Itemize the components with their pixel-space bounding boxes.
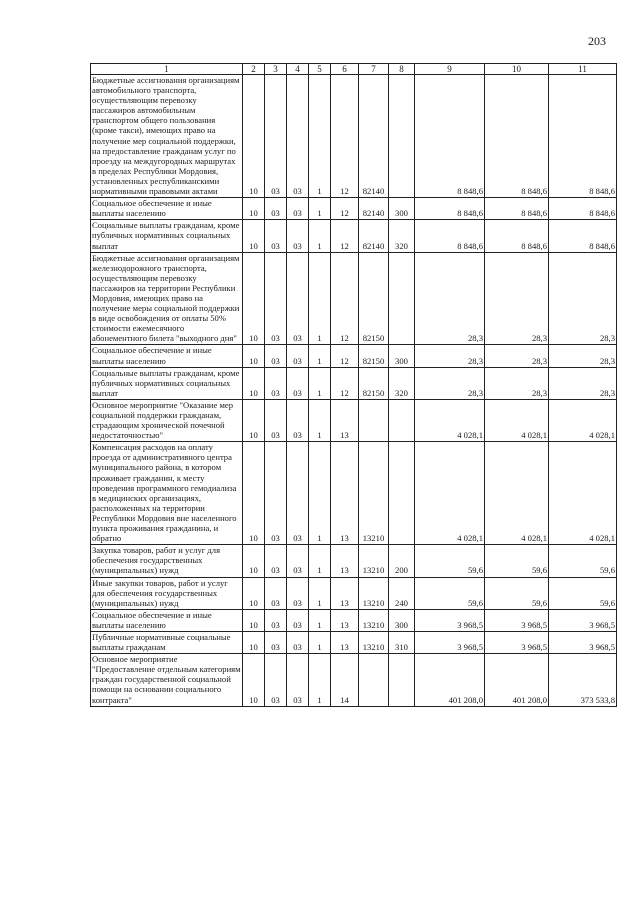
- cell-section: 10: [243, 631, 265, 653]
- cell-subprogram: 13: [331, 545, 359, 577]
- cell-subsection: 03: [265, 367, 287, 399]
- cell-amount-2: 401 208,0: [485, 654, 549, 706]
- cell-section: 10: [243, 654, 265, 706]
- row-name: Основное мероприятие "Предоставление отдельным категориям граждан государственной социальной помощи на основании социального контракта": [92, 654, 241, 705]
- cell-amount-1: 8 848,6: [415, 220, 485, 252]
- cell-target-code: 13210: [359, 609, 389, 631]
- cell-subsection: 03: [265, 442, 287, 545]
- cell-program: 1: [309, 75, 331, 198]
- cell-subprogram: 14: [331, 654, 359, 706]
- cell-subsection: 03: [265, 75, 287, 198]
- cell-amount-2: 8 848,6: [485, 220, 549, 252]
- cell-section: 10: [243, 220, 265, 252]
- cell-amount-3: 4 028,1: [549, 399, 617, 441]
- cell-section: 10: [243, 198, 265, 220]
- cell-subsection-2: 03: [287, 631, 309, 653]
- cell-program: 1: [309, 609, 331, 631]
- cell-target-code: 82140: [359, 75, 389, 198]
- cell-target-code: 13210: [359, 631, 389, 653]
- cell-subsection: 03: [265, 198, 287, 220]
- cell-amount-3: 59,6: [549, 577, 617, 609]
- cell-section: 10: [243, 545, 265, 577]
- cell-program: 1: [309, 367, 331, 399]
- col-header: 11: [549, 64, 617, 75]
- cell-subsection: 03: [265, 220, 287, 252]
- col-header: 9: [415, 64, 485, 75]
- cell-amount-3: 28,3: [549, 367, 617, 399]
- cell-expense-type: [389, 75, 415, 198]
- cell-expense-type: 200: [389, 545, 415, 577]
- cell-program: 1: [309, 442, 331, 545]
- col-header: 1: [91, 64, 243, 75]
- cell-target-code: 82150: [359, 252, 389, 345]
- cell-subprogram: 13: [331, 577, 359, 609]
- cell-amount-2: 28,3: [485, 252, 549, 345]
- cell-subsection-2: 03: [287, 577, 309, 609]
- cell-subprogram: 12: [331, 75, 359, 198]
- cell-subsection-2: 03: [287, 198, 309, 220]
- cell-amount-3: 59,6: [549, 545, 617, 577]
- cell-amount-2: 4 028,1: [485, 399, 549, 441]
- cell-amount-1: 8 848,6: [415, 198, 485, 220]
- cell-subprogram: 12: [331, 367, 359, 399]
- cell-subprogram: 13: [331, 399, 359, 441]
- cell-subsection: 03: [265, 609, 287, 631]
- cell-subprogram: 12: [331, 345, 359, 367]
- cell-subsection: 03: [265, 654, 287, 706]
- cell-subprogram: 12: [331, 220, 359, 252]
- cell-target-code: 13210: [359, 577, 389, 609]
- table-row: [91, 198, 617, 220]
- cell-subprogram: 12: [331, 252, 359, 345]
- page-number: 203: [588, 34, 606, 48]
- cell-subsection: 03: [265, 545, 287, 577]
- row-name: Публичные нормативные социальные выплаты гражданам: [91, 631, 243, 653]
- cell-subsection-2: 03: [287, 220, 309, 252]
- cell-amount-2: 28,3: [485, 367, 549, 399]
- cell-amount-3: 28,3: [549, 345, 617, 367]
- cell-expense-type: [389, 654, 415, 706]
- cell-amount-3: 8 848,6: [549, 75, 617, 198]
- cell-subsection-2: 03: [287, 442, 309, 545]
- col-header: 6: [331, 64, 359, 75]
- cell-program: 1: [309, 631, 331, 653]
- table-row: [91, 654, 617, 706]
- cell-subprogram: 13: [331, 442, 359, 545]
- cell-amount-1: 28,3: [415, 252, 485, 345]
- row-name: Компенсация расходов на оплату проезда от административного центра муниципального района, в котором проживает гражданин, к месту проведения программного гемодиализа в медицинских организациях, расположенных на территории Республики Мордовия вне населенного пункта проживания гражданина, и обратно: [91, 442, 243, 545]
- table-row: [91, 577, 617, 609]
- row-name: Социальные выплаты гражданам, кроме публичных нормативных социальных выплат: [91, 220, 243, 252]
- cell-section: 10: [243, 442, 265, 545]
- cell-program: 1: [309, 399, 331, 441]
- cell-program: 1: [309, 654, 331, 706]
- col-header: 7: [359, 64, 389, 75]
- cell-subsection-2: 03: [287, 545, 309, 577]
- cell-expense-type: 300: [389, 198, 415, 220]
- cell-target-code: 82150: [359, 367, 389, 399]
- header-row: [91, 64, 617, 75]
- col-header: 4: [287, 64, 309, 75]
- cell-subsection-2: 03: [287, 609, 309, 631]
- cell-amount-1: 4 028,1: [415, 442, 485, 545]
- cell-amount-1: 59,6: [415, 577, 485, 609]
- row-name: Социальные выплаты гражданам, кроме публичных нормативных социальных выплат: [91, 367, 243, 399]
- table-row: [91, 631, 617, 653]
- cell-amount-2: 59,6: [485, 577, 549, 609]
- cell-program: 1: [309, 198, 331, 220]
- row-name: Закупка товаров, работ и услуг для обеспечения государственных (муниципальных) нужд: [91, 545, 243, 577]
- cell-expense-type: 300: [389, 345, 415, 367]
- cell-subsection-2: 03: [287, 252, 309, 345]
- cell-program: 1: [309, 545, 331, 577]
- cell-expense-type: [389, 399, 415, 441]
- cell-target-code: [359, 654, 389, 706]
- cell-expense-type: [389, 442, 415, 545]
- cell-subsection-2: 03: [287, 654, 309, 706]
- cell-amount-2: 3 968,5: [485, 609, 549, 631]
- table-row: [91, 345, 617, 367]
- col-header: 5: [309, 64, 331, 75]
- cell-program: 1: [309, 252, 331, 345]
- row-name: Социальное обеспечение и иные выплаты населению: [91, 198, 243, 220]
- cell-amount-3: 8 848,6: [549, 220, 617, 252]
- cell-expense-type: 310: [389, 631, 415, 653]
- table-row: [91, 367, 617, 399]
- table-row: [91, 252, 617, 345]
- cell-amount-2: 28,3: [485, 345, 549, 367]
- cell-amount-3: 3 968,5: [549, 631, 617, 653]
- cell-section: 10: [243, 609, 265, 631]
- row-name: Бюджетные ассигнования организациям автомобильного транспорта, осуществляющим перевозку пассажиров автомобильным транспортом общего пользования (кроме такси), имеющих право на получение мер социальной поддержки, на предоставление гражданам услуг по проезду на междугородных маршрутах в пределах Республики Мордовия, установленных республиканскими нормативными правовыми актами: [91, 75, 243, 198]
- cell-amount-2: 3 968,5: [485, 631, 549, 653]
- cell-subsection: 03: [265, 345, 287, 367]
- table-row: [91, 609, 617, 631]
- cell-subsection-2: 03: [287, 345, 309, 367]
- row-name: Основное мероприятие "Оказание мер социальной поддержки гражданам, страдающим хронической почечной недостаточностью": [91, 399, 243, 441]
- cell-expense-type: 240: [389, 577, 415, 609]
- cell-amount-3: 28,3: [549, 252, 617, 345]
- cell-subsection: 03: [265, 399, 287, 441]
- row-name: Бюджетные ассигнования организациям железнодорожного транспорта, осуществляющим перевозку пассажиров на территории Республики Мордовия, имеющих право на получение меры социальной поддержки в виде освобождения от оплаты 50% стоимости ежемесячного абонементного билета "выходного дня": [91, 252, 243, 345]
- cell-amount-1: 4 028,1: [415, 399, 485, 441]
- cell-amount-3: 3 968,5: [549, 609, 617, 631]
- col-header: 3: [265, 64, 287, 75]
- cell-amount-3: 4 028,1: [549, 442, 617, 545]
- cell-amount-3: 373 533,8: [549, 654, 617, 706]
- cell-subprogram: 12: [331, 198, 359, 220]
- cell-subprogram: 13: [331, 631, 359, 653]
- row-name: Иные закупки товаров, работ и услуг для обеспечения государственных (муниципальных) нужд: [91, 577, 243, 609]
- cell-expense-type: 320: [389, 367, 415, 399]
- cell-amount-1: 28,3: [415, 367, 485, 399]
- table-row: [91, 220, 617, 252]
- cell-section: 10: [243, 252, 265, 345]
- cell-subsection-2: 03: [287, 399, 309, 441]
- col-header: 2: [243, 64, 265, 75]
- cell-amount-1: 28,3: [415, 345, 485, 367]
- cell-section: 10: [243, 577, 265, 609]
- cell-amount-1: 3 968,5: [415, 631, 485, 653]
- cell-target-code: [359, 399, 389, 441]
- cell-amount-2: 59,6: [485, 545, 549, 577]
- cell-section: 10: [243, 345, 265, 367]
- cell-amount-1: 59,6: [415, 545, 485, 577]
- cell-section: 10: [243, 367, 265, 399]
- cell-amount-2: 8 848,6: [485, 198, 549, 220]
- col-header: 8: [389, 64, 415, 75]
- row-name: Социальное обеспечение и иные выплаты населению: [91, 345, 243, 367]
- cell-amount-1: 8 848,6: [415, 75, 485, 198]
- table-row: [91, 75, 617, 198]
- cell-section: 10: [243, 75, 265, 198]
- cell-amount-2: 8 848,6: [485, 75, 549, 198]
- table-row: [91, 442, 617, 545]
- cell-subsection-2: 03: [287, 367, 309, 399]
- cell-target-code: 82140: [359, 220, 389, 252]
- cell-program: 1: [309, 345, 331, 367]
- cell-expense-type: 300: [389, 609, 415, 631]
- table-body: [91, 75, 617, 707]
- budget-table: [90, 63, 617, 707]
- cell-subsection: 03: [265, 631, 287, 653]
- cell-section: 10: [243, 399, 265, 441]
- cell-program: 1: [309, 577, 331, 609]
- cell-target-code: 13210: [359, 442, 389, 545]
- cell-expense-type: [389, 252, 415, 345]
- row-name: Социальное обеспечение и иные выплаты населению: [91, 609, 243, 631]
- cell-amount-1: 3 968,5: [415, 609, 485, 631]
- cell-amount-3: 8 848,6: [549, 198, 617, 220]
- table-row: [91, 545, 617, 577]
- cell-amount-1: 401 208,0: [415, 654, 485, 706]
- table-row: [91, 399, 617, 441]
- cell-subsection: 03: [265, 577, 287, 609]
- cell-subsection-2: 03: [287, 75, 309, 198]
- col-header: 10: [485, 64, 549, 75]
- cell-target-code: 13210: [359, 545, 389, 577]
- cell-amount-2: 4 028,1: [485, 442, 549, 545]
- cell-target-code: 82150: [359, 345, 389, 367]
- cell-program: 1: [309, 220, 331, 252]
- cell-subsection: 03: [265, 252, 287, 345]
- cell-subprogram: 13: [331, 609, 359, 631]
- cell-target-code: 82140: [359, 198, 389, 220]
- cell-expense-type: 320: [389, 220, 415, 252]
